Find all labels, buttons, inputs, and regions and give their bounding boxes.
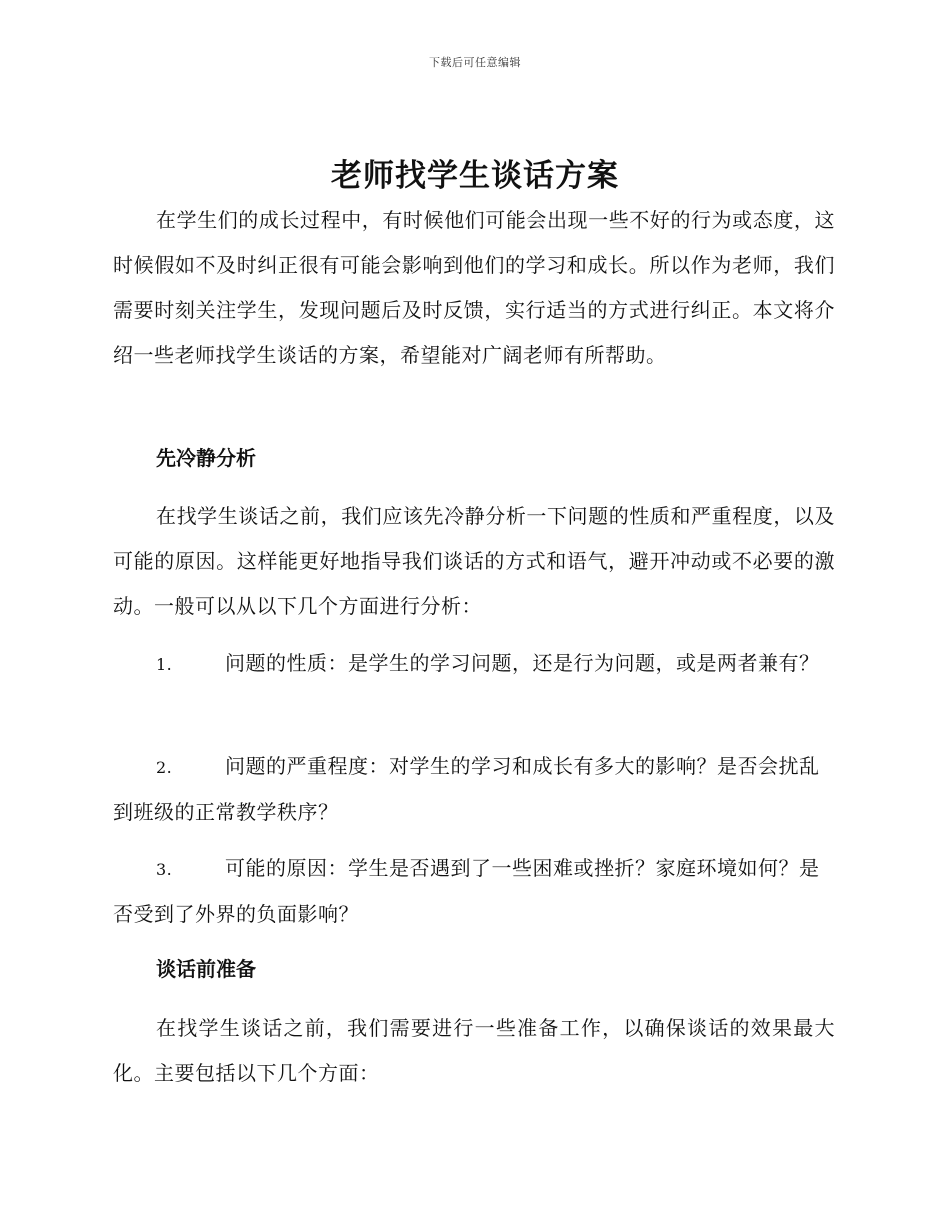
section-heading-analysis: 先冷静分析 [156,446,256,470]
preparation-paragraph: 在找学生谈话之前，我们需要进行一些准备工作，以确保谈话的效果最大化。主要包括以下几个方面： [113,1016,835,1085]
list-number: 1. [156,655,173,674]
list-number: 3. [156,860,173,879]
list-item [113,744,835,835]
list-item-text: 问题的性质：是学生的学习问题，还是行为问题，或是两者兼有？ [225,651,820,675]
analysis-paragraph: 在找学生谈话之前，我们应该先冷静分析一下问题的性质和严重程度，以及可能的原因。这样能更好地指导我们谈话的方式和语气，避开冲动或不必要的激动。一般可以从以下几个方面进行分析： [113,504,835,618]
list-number: 2. [156,758,173,777]
list-item-text: 可能的原因：学生是否遇到了一些困难或挫折？家庭环境如何？是否受到了外界的负面影响？ [113,856,820,926]
section-heading-preparation: 谈话前准备 [156,957,256,981]
document-title: 老师找学生谈话方案 [331,158,619,194]
list-item-text: 问题的严重程度：对学生的学习和成长有多大的影响？是否会扰乱到班级的正常教学秩序？ [113,754,820,824]
list-item [113,846,835,937]
intro-paragraph: 在学生们的成长过程中，有时候他们可能会出现一些不好的行为或态度，这时候假如不及时纠正很有可能会影响到他们的学习和成长。所以作为老师，我们需要时刻关注学生，发现问题后及时反馈，实行适当的方式进行纠正。本文将介绍一些老师找学生谈话的方案，希望能对广阔老师有所帮助。 [113,208,835,367]
list-item [113,641,835,687]
header-note: 下载后可任意编辑 [429,56,521,69]
